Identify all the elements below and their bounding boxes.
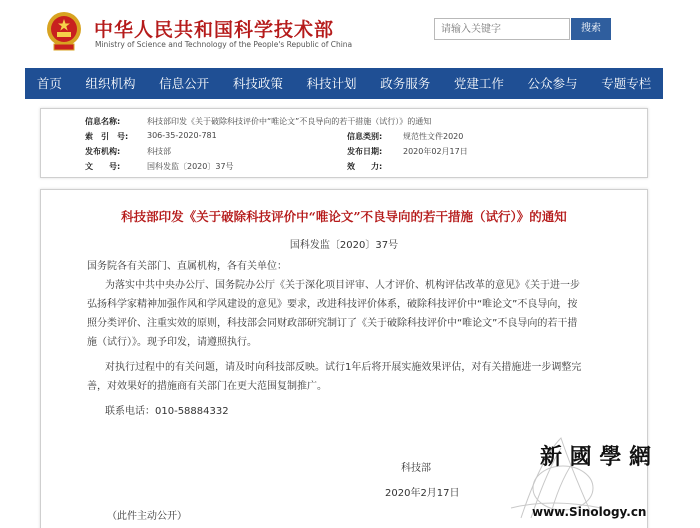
article-para1-line4: 施（试行）》。现予印发，请遵照执行。 xyxy=(87,337,257,348)
info-name-label: 信息名称: xyxy=(85,117,121,126)
info-doc-value: 国科发监〔2020〕37号 xyxy=(147,162,234,171)
article-para1-line2: 弘扬科学家精神加强作风和学风建设的意见》要求，改进科技评价体系，破除科技评价中“唯论文”不良导向，按 xyxy=(87,299,578,310)
nav-policy[interactable]: 科技政策 xyxy=(232,76,283,91)
article-phone: 联系电话：010-58884332 xyxy=(105,406,229,417)
watermark-url: www.Sinology.cn xyxy=(532,505,647,519)
nav-special[interactable]: 专题专栏 xyxy=(601,76,652,91)
nav-info-disclosure[interactable]: 信息公开 xyxy=(159,76,210,91)
document-info-box xyxy=(40,108,648,178)
nav-party-work[interactable]: 党建工作 xyxy=(453,76,504,91)
article-doc-number: 国科发监〔2020〕37号 xyxy=(289,240,399,251)
article-body xyxy=(40,189,648,528)
info-index-label: 索 引 号: xyxy=(85,132,129,141)
nav-public[interactable]: 公众参与 xyxy=(527,76,578,91)
nav-services[interactable]: 政务服务 xyxy=(380,76,431,91)
search-button[interactable]: 搜索 xyxy=(571,18,611,40)
info-category-label: 信息类别: xyxy=(347,132,383,141)
info-doc-label: 文 号: xyxy=(85,162,121,171)
info-date-label: 发布日期: xyxy=(347,147,383,156)
nav-organization[interactable]: 组织机构 xyxy=(85,76,136,91)
article-para1-line1: 为落实中共中央办公厅、国务院办公厅《关于深化项目评审、人才评价、机构评估改革的意见》《关于进一步 xyxy=(105,280,580,291)
site-header xyxy=(0,0,700,68)
info-row-issuer xyxy=(41,146,647,159)
search-input[interactable] xyxy=(434,18,570,40)
nav-home[interactable]: 首页 xyxy=(36,76,62,91)
article-salutation: 国务院各有关部门、直属机构，各有关单位： xyxy=(87,261,287,272)
info-row-doc xyxy=(41,161,647,174)
nav-programs[interactable]: 科技计划 xyxy=(306,76,357,91)
article-disclosure: （此件主动公开） xyxy=(107,511,187,522)
info-index-value: 306-35-2020-781 xyxy=(147,131,217,140)
article-title: 科技部印发《关于破除科技评价中“唯论文”不良导向的若干措施（试行）》的通知 xyxy=(121,209,567,224)
site-title[interactable]: 中华人民共和国科学技术部 xyxy=(94,19,335,41)
info-issuer-label: 发布机构: xyxy=(85,147,121,156)
info-date-value: 2020年02月17日 xyxy=(403,147,468,156)
info-row-index xyxy=(41,131,647,144)
article-para2-line2: 善，对效果好的措施商有关部门在更大范围复制推广。 xyxy=(87,381,327,392)
info-validity-label: 效 力: xyxy=(347,162,383,171)
article-para1-line3: 照分类评价、注重实效的原则，科技部会同财政部研究制订了《关于破除科技评价中“唯论文”不良导向的若干措 xyxy=(87,318,578,329)
info-issuer-value: 科技部 xyxy=(147,147,171,156)
main-nav xyxy=(25,68,663,99)
article-signer: 科技部 xyxy=(401,463,431,474)
info-category-value: 规范性文件2020 xyxy=(403,132,464,141)
national-emblem-icon[interactable] xyxy=(44,10,84,52)
article-para2-line1: 对执行过程中的有关问题，请及时向科技部反映。试行1年后将开展实施效果评估，对有关措施进一步调整完 xyxy=(105,362,582,373)
article-sign-date: 2020年2月17日 xyxy=(385,488,460,499)
watermark-chars: 新 國 學 網 xyxy=(540,444,651,470)
info-name-value: 科技部印发《关于破除科技评价中“唯论文”不良导向的若干措施（试行）》的通知 xyxy=(147,117,432,126)
info-row-name xyxy=(41,116,647,129)
site-subtitle: Ministry of Science and Technology of the People's Republic of China xyxy=(95,40,353,49)
